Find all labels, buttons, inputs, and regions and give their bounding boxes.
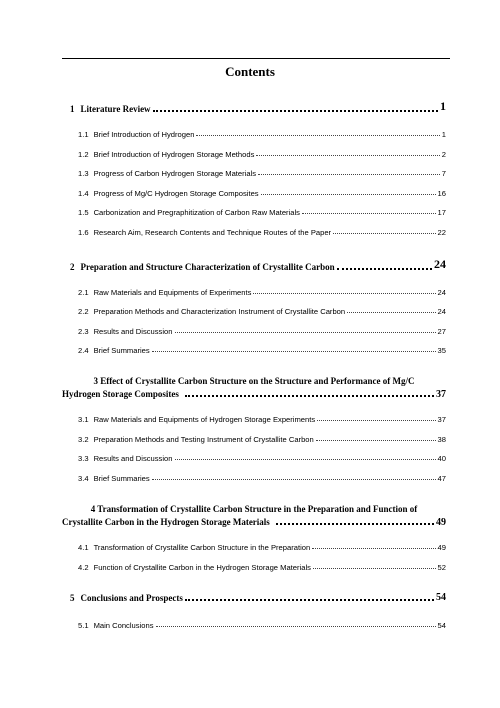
- toc-section-1-3[interactable]: [78, 169, 446, 178]
- toc-section-2-4[interactable]: [78, 346, 446, 355]
- section-title: Raw Materials and Equipments of Hydrogen Storage Experiments: [93, 415, 316, 424]
- section-page-number: 49: [437, 543, 446, 552]
- toc-chapter-5[interactable]: [70, 592, 446, 603]
- dot-leader: [261, 194, 436, 195]
- chapter-page-number: 1: [440, 99, 446, 113]
- section-number: 5.1: [78, 621, 89, 630]
- section-page-number: 38: [437, 435, 446, 444]
- section-number: 3.1: [78, 415, 89, 424]
- toc-section-4-1[interactable]: [78, 543, 446, 552]
- section-number: 3.3: [78, 454, 89, 463]
- section-page-number: 17: [437, 208, 446, 217]
- dot-leader: [175, 459, 436, 460]
- chapter-title-line-1: 3 Effect of Crystallite Carbon Structure on the Structure and Performance of Mg/C: [93, 376, 415, 386]
- toc-section-2-1[interactable]: [78, 288, 446, 297]
- toc-section-3-3[interactable]: [78, 454, 446, 463]
- chapter-number: 5: [70, 593, 75, 603]
- header-rule: [62, 58, 450, 59]
- toc-section-4-2[interactable]: [78, 563, 446, 572]
- section-title: Preparation Methods and Characterization Instrument of Crystallite Carbon: [93, 307, 346, 316]
- section-number: 4.1: [78, 543, 89, 552]
- section-title: Results and Discussion: [93, 454, 173, 463]
- chapter-page-number: 54: [436, 592, 446, 603]
- section-title: Progress of Mg/C Hydrogen Storage Composites: [93, 189, 259, 198]
- toc-section-3-4[interactable]: [78, 474, 446, 483]
- section-page-number: 35: [437, 346, 446, 355]
- chapter-page-number: 37: [436, 389, 446, 400]
- chapter-title: Conclusions and Prospects: [80, 593, 183, 603]
- section-page-number: 37: [437, 415, 446, 424]
- toc-section-1-4[interactable]: [78, 189, 446, 198]
- toc-section-1-1[interactable]: [78, 130, 446, 139]
- page-title: Contents: [225, 64, 275, 79]
- section-number: 2.1: [78, 288, 89, 297]
- chapter-title-line-2: Hydrogen Storage Composites: [62, 389, 179, 399]
- dot-leader: [156, 626, 436, 627]
- section-number: 1.5: [78, 208, 89, 217]
- section-page-number: 24: [437, 307, 446, 316]
- section-page-number: 54: [437, 621, 446, 630]
- section-title: Brief Introduction of Hydrogen: [93, 130, 195, 139]
- toc-section-1-2[interactable]: [78, 150, 446, 159]
- toc-section-2-3[interactable]: [78, 327, 446, 336]
- dot-leader: [333, 233, 435, 234]
- section-title: Brief Introduction of Hydrogen Storage Methods: [93, 150, 255, 159]
- dot-leader: [152, 479, 436, 480]
- section-number: 2.4: [78, 346, 89, 355]
- dot-leader: [276, 523, 434, 525]
- chapter-number: 1: [70, 104, 75, 114]
- dot-leader: [153, 110, 438, 112]
- dot-leader: [317, 420, 435, 421]
- dot-leader: [256, 155, 439, 156]
- dot-leader: [347, 312, 435, 313]
- section-title: Brief Summaries: [93, 474, 150, 483]
- toc-chapter-4[interactable]: [62, 503, 446, 529]
- section-number: 1.2: [78, 150, 89, 159]
- chapter-number: 2: [70, 262, 75, 272]
- chapter-title-line-1: 4 Transformation of Crystallite Carbon Structure in the Preparation and Function of: [90, 504, 418, 514]
- dot-leader: [302, 213, 436, 214]
- section-number: 2.3: [78, 327, 89, 336]
- dot-leader: [313, 568, 436, 569]
- section-number: 3.2: [78, 435, 89, 444]
- chapter-page-number: 24: [434, 257, 446, 271]
- section-title: Function of Crystallite Carbon in the Hydrogen Storage Materials: [93, 563, 311, 572]
- section-title: Carbonization and Pregraphitization of Carbon Raw Materials: [93, 208, 300, 217]
- section-title: Progress of Carbon Hydrogen Storage Materials: [93, 169, 257, 178]
- section-title: Results and Discussion: [93, 327, 173, 336]
- dot-leader: [312, 548, 435, 549]
- section-page-number: 7: [441, 169, 446, 178]
- toc-section-3-1[interactable]: [78, 415, 446, 424]
- toc-section-1-5[interactable]: [78, 208, 446, 217]
- dot-leader: [316, 440, 436, 441]
- section-page-number: 47: [437, 474, 446, 483]
- toc-section-2-2[interactable]: [78, 307, 446, 316]
- section-number: 4.2: [78, 563, 89, 572]
- section-page-number: 1: [441, 130, 446, 139]
- dot-leader: [185, 599, 434, 601]
- dot-leader: [196, 135, 439, 136]
- section-number: 1.3: [78, 169, 89, 178]
- section-title: Preparation Methods and Testing Instrument of Crystallite Carbon: [93, 435, 314, 444]
- dot-leader: [258, 174, 440, 175]
- dot-leader: [185, 395, 434, 397]
- section-number: 2.2: [78, 307, 89, 316]
- dot-leader: [175, 332, 436, 333]
- section-number: 1.1: [78, 130, 89, 139]
- dot-leader: [152, 351, 436, 352]
- section-title: Research Aim, Research Contents and Technique Routes of the Paper: [93, 228, 332, 237]
- section-title: Raw Materials and Equipments of Experiments: [93, 288, 252, 297]
- section-page-number: 27: [437, 327, 446, 336]
- toc-chapter-3[interactable]: [62, 375, 446, 401]
- toc-section-1-6[interactable]: [78, 228, 446, 237]
- dot-leader: [253, 293, 435, 294]
- dot-leader: [337, 268, 432, 270]
- section-number: 3.4: [78, 474, 89, 483]
- toc-chapter-1[interactable]: [70, 99, 446, 114]
- section-page-number: 2: [441, 150, 446, 159]
- chapter-page-number: 49: [436, 517, 446, 528]
- section-page-number: 22: [437, 228, 446, 237]
- section-title: Brief Summaries: [93, 346, 150, 355]
- chapter-title: Preparation and Structure Characterization of Crystallite Carbon: [80, 262, 335, 272]
- chapter-title-line-2: Crystallite Carbon in the Hydrogen Storage Materials: [62, 517, 270, 527]
- section-title: Transformation of Crystallite Carbon Structure in the Preparation: [93, 543, 311, 552]
- toc-chapter-2[interactable]: [70, 257, 446, 272]
- toc-section-3-2[interactable]: [78, 435, 446, 444]
- toc-section-5-1[interactable]: [78, 621, 446, 630]
- section-page-number: 52: [437, 563, 446, 572]
- section-page-number: 40: [437, 454, 446, 463]
- section-page-number: 24: [437, 288, 446, 297]
- section-page-number: 16: [437, 189, 446, 198]
- section-number: 1.6: [78, 228, 89, 237]
- section-title: Main Conclusions: [93, 621, 154, 630]
- section-number: 1.4: [78, 189, 89, 198]
- chapter-title: Literature Review: [80, 104, 151, 114]
